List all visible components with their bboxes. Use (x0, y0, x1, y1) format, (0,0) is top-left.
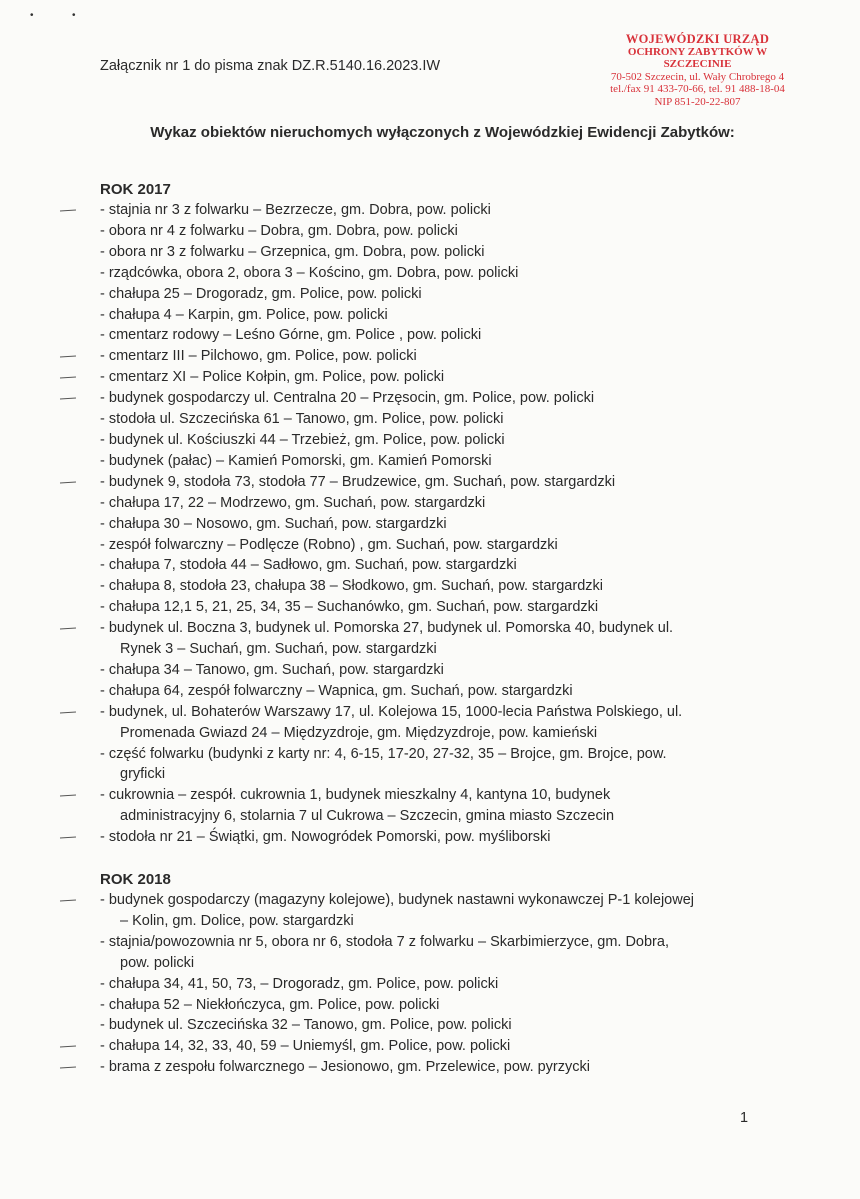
document-reference: Załącznik nr 1 do pisma znak DZ.R.5140.16.2023.IW (100, 58, 441, 74)
list-item-text: - chałupa 30 – Nosowo, gm. Suchań, pow. stargardzki (100, 515, 447, 532)
list-item-text: - część folwarku (budynki z karty nr: 4, 6-15, 17-20, 27-32, 35 – Brojce, gm. Brojce, pow. (100, 745, 667, 762)
list-item-text: - chałupa 4 – Karpin, gm. Police, pow. policki (100, 306, 388, 323)
list-item (100, 995, 780, 1016)
list-item (100, 221, 780, 242)
scan-speck: • (30, 10, 34, 21)
list-item-continuation: pow. policki (120, 954, 195, 971)
list-item (100, 827, 780, 848)
list-item (100, 451, 780, 472)
list-item-text: - chałupa 14, 32, 33, 40, 59 – Uniemyśl, gm. Police, pow. policki (100, 1038, 511, 1055)
list-item (100, 1036, 780, 1057)
handwritten-dash-mark (60, 837, 76, 840)
handwritten-dash-mark (60, 899, 76, 902)
list-item (100, 660, 780, 681)
list-item (100, 409, 780, 430)
section-heading: ROK 2017 (100, 181, 171, 198)
list-item (100, 555, 780, 576)
section-heading: ROK 2018 (100, 871, 171, 888)
list-item-continuation: administracyjny 6, stolarnia 7 ul Cukrowa – Szczecin, gmina miasto Szczecin (120, 808, 615, 825)
list-item-continuation: Promenada Gwiazd 24 – Międzyzdroje, gm. Międzyzdroje, pow. kamieński (120, 724, 598, 741)
list-item (100, 325, 780, 346)
stamp-line: tel./fax 91 433-70-66, tel. 91 488-18-04 (610, 83, 785, 95)
handwritten-dash-mark (60, 795, 76, 798)
handwritten-dash-mark (60, 377, 76, 380)
stamp-line: WOJEWÓDZKI URZĄD (625, 32, 770, 46)
document-title: Wykaz obiektów nieruchomych wyłączonych z Wojewódzkiej Ewidencji Zabytków: (150, 124, 735, 141)
scan-speck: • (72, 10, 76, 21)
list-item-text: - budynek ul. Szczecińska 32 – Tanowo, gm. Police, pow. policki (100, 1017, 512, 1034)
list-item (100, 263, 780, 284)
list-item (100, 932, 780, 974)
list-item (100, 744, 780, 786)
handwritten-dash-mark (60, 356, 76, 359)
list-item-text: - chałupa 34, 41, 50, 73, – Drogoradz, gm. Police, pow. policki (100, 975, 499, 992)
list-item-text: - budynek ul. Boczna 3, budynek ul. Pomorska 27, budynek ul. Pomorska 40, budynek ul. (100, 620, 674, 637)
list-item-text: - budynek 9, stodoła 73, stodoła 77 – Brudzewice, gm. Suchań, pow. stargardzki (100, 473, 616, 490)
list-item-text: - budynek (pałac) – Kamień Pomorski, gm. Kamień Pomorski (100, 452, 492, 469)
list-item-text: - chałupa 64, zespół folwarczny – Wapnica, gm. Suchań, pow. stargardzki (100, 682, 573, 699)
handwritten-dash-mark (60, 209, 76, 212)
list-item-text: - budynek, ul. Bohaterów Warszawy 17, ul. Kolejowa 15, 1000-lecia Państwa Polskiego, ul. (100, 703, 683, 720)
list-item-text: - chałupa 52 – Niekłończyca, gm. Police, pow. policki (100, 996, 440, 1013)
list-item (100, 514, 780, 535)
list-item (100, 974, 780, 995)
handwritten-dash-mark (60, 1067, 76, 1070)
list-item (100, 430, 780, 451)
list-item (100, 242, 780, 263)
list-item (100, 305, 780, 326)
list-item-text: - zespół folwarczny – Podlęcze (Robno) , gm. Suchań, pow. stargardzki (100, 536, 558, 553)
handwritten-dash-mark (60, 628, 76, 631)
list-item-text: - chałupa 12,1 5, 21, 25, 34, 35 – Suchanówko, gm. Suchań, pow. stargardzki (100, 599, 599, 616)
section-2017 (100, 179, 780, 848)
list-item-text: - obora nr 4 z folwarku – Dobra, gm. Dobra, pow. policki (100, 222, 458, 239)
list-item-text: - stodoła nr 21 – Świątki, gm. Nowogródek Pomorski, pow. myśliborski (100, 829, 551, 846)
list-item-text: - brama z zespołu folwarcznego – Jesionowo, gm. Przelewice, pow. pyrzycki (100, 1059, 590, 1076)
list-item-text: - stajnia/powozownia nr 5, obora nr 6, stodoła 7 z folwarku – Skarbimierzyce, gm. Dobra, (100, 933, 669, 950)
office-stamp (600, 33, 795, 108)
list-item (100, 200, 780, 221)
page-number: 1 (740, 1110, 749, 1126)
list-item (100, 472, 780, 493)
list-item-text: - rządcówka, obora 2, obora 3 – Kościno, gm. Dobra, pow. policki (100, 264, 519, 281)
list-item-text: - chałupa 7, stodoła 44 – Sadłowo, gm. Suchań, pow. stargardzki (100, 557, 517, 574)
list-item-text: - cmentarz rodowy – Leśno Górne, gm. Police , pow. policki (100, 327, 482, 344)
list-item-text: - cmentarz III – Pilchowo, gm. Police, pow. policki (100, 348, 417, 365)
handwritten-dash-mark (60, 398, 76, 401)
list-item-text: - chałupa 17, 22 – Modrzewo, gm. Suchań, pow. stargardzki (100, 494, 486, 511)
list-item (100, 681, 780, 702)
list-item (100, 284, 780, 305)
stamp-line: 70-502 Szczecin, ul. Wały Chrobrego 4 (610, 70, 785, 83)
list-item-text: - chałupa 25 – Drogoradz, gm. Police, pow. policki (100, 285, 422, 302)
handwritten-dash-mark (60, 711, 76, 714)
list-item-text: - stajnia nr 3 z folwarku – Bezrzecze, gm. Dobra, pow. policki (100, 202, 491, 218)
list-item (100, 785, 780, 827)
list-item (100, 388, 780, 409)
list-item (100, 618, 780, 660)
list-item (100, 702, 780, 744)
list-item-continuation: Rynek 3 – Suchań, gm. Suchań, pow. stargardzki (120, 641, 437, 658)
section-2018 (100, 869, 780, 1078)
list-item (100, 535, 780, 556)
list-item (100, 346, 780, 367)
stamp-line: OCHRONY ZABYTKÓW W SZCZECINIE (627, 45, 768, 70)
list-item-text: - cukrownia – zespół. cukrownia 1, budynek mieszkalny 4, kantyna 10, budynek (100, 787, 611, 804)
list-item (100, 367, 780, 388)
list-item (100, 493, 780, 514)
list-item (100, 890, 780, 932)
list-item-continuation: gryficki (120, 766, 166, 783)
list-item-text: - budynek gospodarczy (magazyny kolejowe), budynek nastawni wykonawczej P-1 kolejowej (100, 892, 694, 908)
list-item-text: - obora nr 3 z folwarku – Grzepnica, gm. Dobra, pow. policki (100, 243, 485, 260)
list-item-text: - budynek gospodarczy ul. Centralna 20 – Przęsocin, gm. Police, pow. policki (100, 390, 595, 407)
list-item-text: - chałupa 8, stodoła 23, chałupa 38 – Słodkowo, gm. Suchań, pow. stargardzki (100, 578, 603, 595)
handwritten-dash-mark (60, 481, 76, 484)
list-item-continuation: – Kolin, gm. Dolice, pow. stargardzki (120, 912, 354, 929)
list-item (100, 597, 780, 618)
list-item-text: - stodoła ul. Szczecińska 61 – Tanowo, gm. Police, pow. policki (100, 411, 504, 428)
list-item-text: - chałupa 34 – Tanowo, gm. Suchań, pow. stargardzki (100, 661, 444, 678)
list-item (100, 576, 780, 597)
handwritten-dash-mark (60, 1046, 76, 1049)
list-item (100, 1057, 780, 1078)
stamp-line: NIP 851-20-22-807 (654, 95, 741, 108)
list-item (100, 1015, 780, 1036)
list-item-text: - budynek ul. Kościuszki 44 – Trzebież, gm. Police, pow. policki (100, 431, 505, 448)
list-item-text: - cmentarz XI – Police Kołpin, gm. Police, pow. policki (100, 369, 445, 386)
